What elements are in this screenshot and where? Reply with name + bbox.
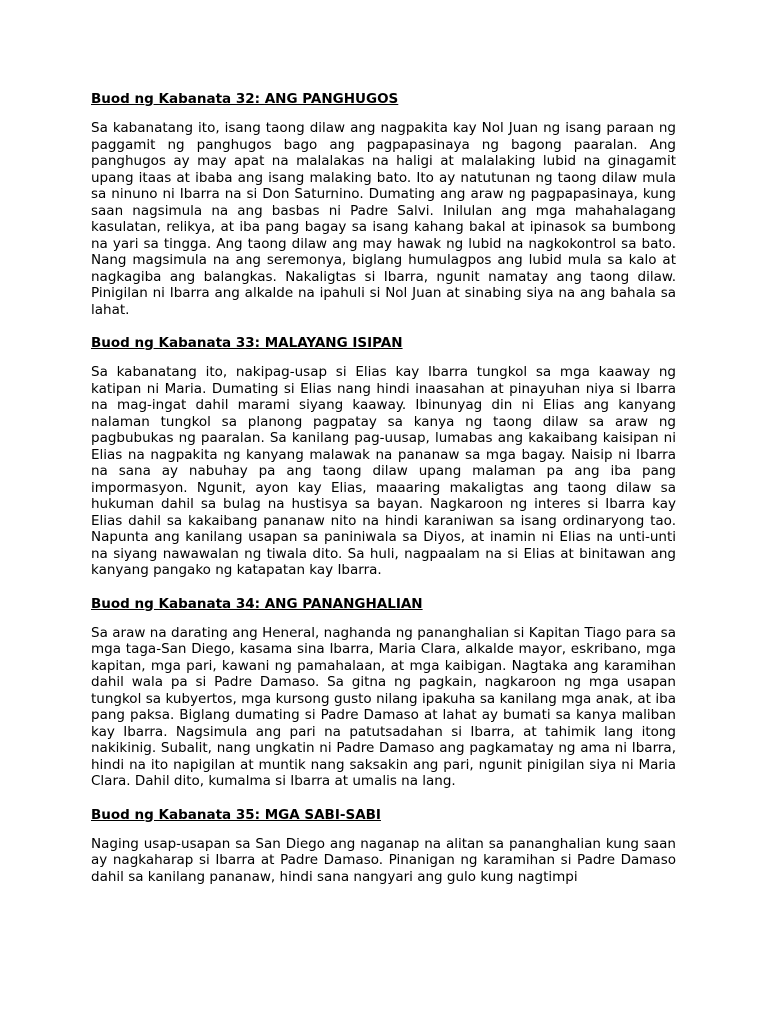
section-heading: Buod ng Kabanata 34: ANG PANANGHALIAN — [91, 595, 423, 612]
section-paragraph: Naging usap-usapan sa San Diego ang naganap na alitan sa pananghalian kung saan ay nagkaharap si Ibarra at Padre Damaso. Pinanigan ng karamihan si Padre Damaso dahil sa kanilang pananaw, hindi sana nangyari ang gulo kung nagtimpi — [91, 835, 676, 885]
section-kabanata-32 — [91, 90, 676, 318]
section-heading: Buod ng Kabanata 32: ANG PANGHUGOS — [91, 91, 399, 107]
document-page — [91, 90, 676, 901]
section-paragraph: Sa kabanatang ito, nakipag-usap si Elias kay Ibarra tungkol sa mga kaaway ng katipan ni Maria. Dumating si Elias nang hindi inaasahan at pinayuhan niya si Ibarra na mag-ingat dahil marami siyang kaaway. Ibinunyag din ni Elias ang kanyang nalaman tungkol sa planong pagpatay sa kanya ng taong dilaw sa araw ng pagbubukas ng paaralan. Sa kanilang pag-uusap, lumabas ang kakaibang kaisipan ni Elias na nagpakita ng kanyang malawak na pananaw sa mga bagay. Naisip ni Ibarra na sana ay nabuhay pa ang taong dilaw upang malaman pa ang iba pang impormasyon. Ngunit, ayon kay Elias, maaaring makaligtas ang taong dilaw sa hukuman dahil sa bulag na hustisya sa bayan. Nagkaroon ng interes si Ibarra kay Elias dahil sa kakaibang pananaw nito na hindi karaniwan sa isang ordinaryong tao. Napunta ang kanilang usapan sa paniniwala sa Diyos, at inamin ni Elias na unti-unti na siyang nawawalan ng tiwala dito. Sa huli, nagpaalam na si Elias at binitawan ang kanyang pangako ng katapatan kay Ibarra. — [91, 364, 676, 578]
section-heading: Buod ng Kabanata 33: MALAYANG ISIPAN — [91, 335, 403, 351]
section-kabanata-33 — [91, 334, 676, 579]
section-kabanata-35 — [91, 806, 676, 886]
section-paragraph: Sa kabanatang ito, isang taong dilaw ang nagpakita kay Nol Juan ng isang paraan ng paggamit ng panghugos bago ang pagpapasinaya ng bagong paaralan. Ang panghugos ay may apat na malalakas na haligi at malalaking lubid na ginagamit upang itaas at ibaba ang isang malaking bato. Ito ay natutunan ng taong dilaw mula sa ninuno ni Ibarra na si Don Saturnino. Dumating ang araw ng pagpapasinaya, kung saan nagsimula na ang basbas ni Padre Salvi. Inilulan ang mga mahahalagang kasulatan, relikya, at iba pang bagay sa isang kahang bakal at ipinasok sa bumbong na yari sa tingga. Ang taong dilaw ang may hawak ng lubid na nagkokontrol sa bato. Nang magsimula na ang seremonya, biglang humulagpos ang lubid mula sa kalo at nagkagiba ang balangkas. Nakaligtas si Ibarra, ngunit namatay ang taong dilaw. Pinigilan ni Ibarra ang alkalde na ipahuli si Nol Juan at sinabing siya na ang bahala sa lahat. — [91, 120, 676, 318]
section-paragraph: Sa araw na darating ang Heneral, naghanda ng pananghalian si Kapitan Tiago para sa mga taga-San Diego, kasama sina Ibarra, Maria Clara, alkalde mayor, eskribano, mga kapitan, mga pari, kawani ng pamahalaan, at mga kaibigan. Nagtaka ang karamihan dahil wala pa si Padre Damaso. Sa gitna ng pagkain, nagkaroon ng mga usapan tungkol sa kubyertos, mga kursong gusto nilang ipakuha sa kanilang mga anak, at iba pang paksa. Biglang dumating si Padre Damaso at lahat ay bumati sa kanya maliban kay Ibarra. Nagsimula ang pari na patutsadahan si Ibarra, at tahimik lang itong nakikinig. Subalit, nang ungkatin ni Padre Damaso ang pagkamatay ng ama ni Ibarra, hindi na ito napigilan at muntik nang saksakin ang pari, ngunit pinigilan siya ni Maria Clara. Dahil dito, kumalma si Ibarra at umalis na lang. — [91, 624, 676, 789]
section-kabanata-34 — [91, 595, 676, 790]
section-heading: Buod ng Kabanata 35: MGA SABI-SABI — [91, 806, 381, 823]
